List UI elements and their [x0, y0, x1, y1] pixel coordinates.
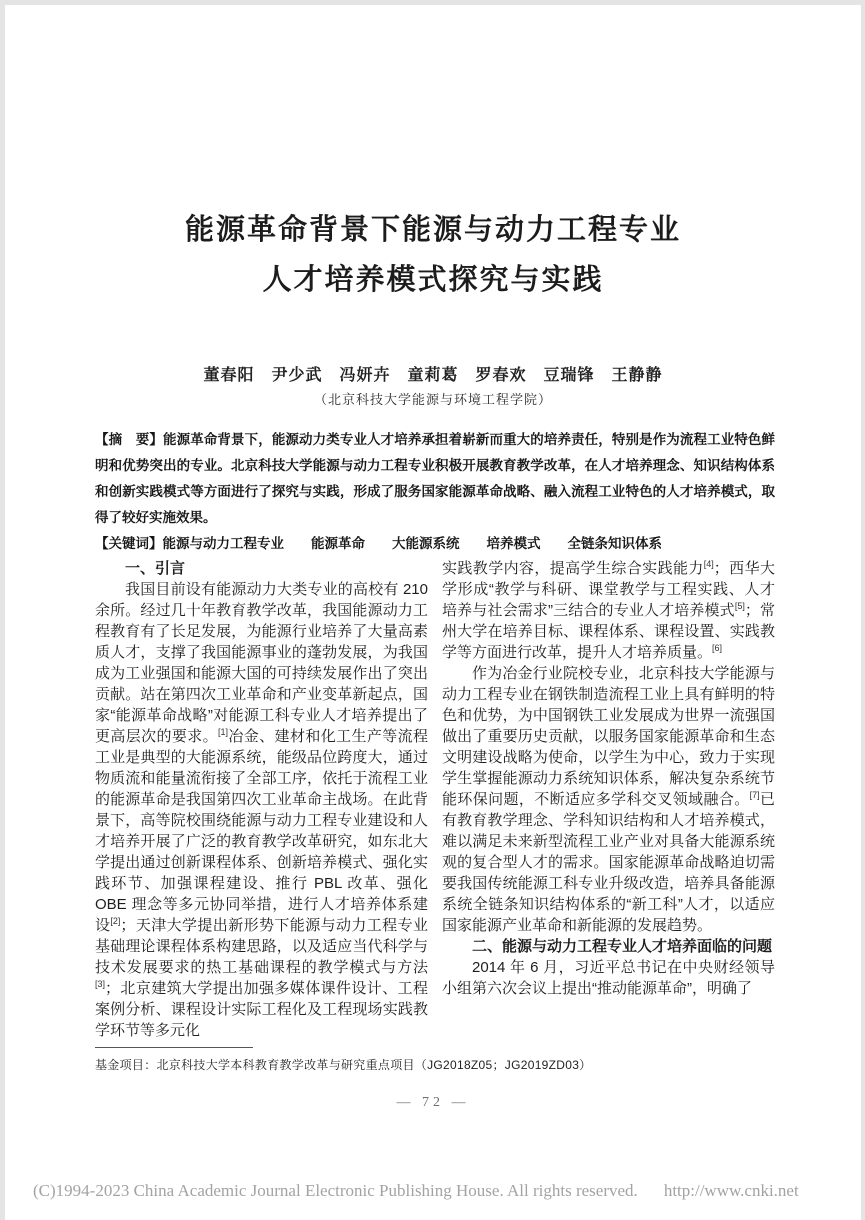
section-heading: 二、能源与动力工程专业人才培养面临的问题	[472, 938, 773, 955]
footnote-rule	[95, 1047, 253, 1048]
keywords-paragraph	[95, 531, 775, 557]
body-paragraph: 2014 年 6 月，习近平总书记在中央财经领导小组第六次会议上提出“推动能源革命”，明确了	[442, 959, 775, 997]
body-paragraph: 实践教学内容，提高学生综合实践能力[4]；西华大学形成“教学与科研、课堂教学与工程实践、人才培养与社会需求”三结合的专业人才培养模式[5]；常州大学在培养目标、课程体系、课程设置、实践教学等方面进行改革，提升人才培养质量。[6]	[442, 559, 775, 661]
paper-title-line2: 人才培养模式探究与实践	[262, 264, 604, 296]
paper-title-line1: 能源革命背景下能源与动力工程专业	[184, 214, 681, 246]
author-affiliation: （北京科技大学能源与环境工程学院）	[313, 392, 552, 407]
abstract-paragraph	[95, 427, 775, 531]
body-paragraph: 我国目前设有能源动力大类专业的高校有 210 余所。经过几十年教育教学改革，我国能源动力工程教育有了长足发展，为能源行业培养了大量高素质人才，支撑了我国能源事业的蓬勃发展，为我国成为工业强国和能源大国的可持续发展作出了突出贡献。站在第四次工业革命和产业变革新起点，国家“能源革命战略”对能源工科专业人才培养提出了更高层次的要求。[1]冶金、建材和化工生产等流程工业是典型的大能源系统，能级品位跨度大，通过物质流和能量流衔接了全部工序，依托于流程工业的能源革命是我国第四次工业革命主战场。在此背景下，高等院校围绕能源与动力工程专业建设和人才培养开展了广泛的教育教学改革研究，如东北大学提出通过创新课程体系、创新培养模式、强化实践环节、加强课程建设、推行 PBL 改革、强化 OBE 理念等多元协同举措，进行人才培养体系建设[2]；天津大学提出新形势下能源与动力工程专业基础理论课程体系构建思路，以及适应当代科学与技术发展要求的热工基础课程的教学模式与方法[3]；北京建筑大学提出加强多媒体课件设计、工程案例分析、课程设计实际工程化及工程现场实践教学环节等多元化	[95, 581, 428, 1039]
section-heading: 一、引言	[125, 560, 186, 577]
citation-ref: [6]	[712, 643, 723, 653]
citation-ref: [4]	[703, 559, 714, 569]
keywords-label: 【关键词】	[95, 536, 163, 551]
copyright-text: (C)1994-2023 China Academic Journal Electronic Publishing House. All rights reserved.	[33, 1181, 638, 1200]
citation-ref: [7]	[749, 790, 760, 800]
citation-ref: [5]	[734, 601, 745, 611]
citation-ref: [2]	[110, 916, 121, 926]
right-column	[442, 558, 775, 1041]
paper-title	[5, 205, 861, 305]
abstract-block	[95, 427, 775, 557]
abstract-label: 【摘 要】	[95, 432, 164, 447]
two-column-body	[95, 558, 775, 1041]
keywords-text: 能源与动力工程专业 能源革命 大能源系统 培养模式 全链条知识体系	[162, 536, 662, 551]
author-list: 董春阳 尹少武 冯妍卉 童莉葛 罗春欢 豆瑞锋 王静静	[203, 367, 663, 384]
citation-ref: [1]	[218, 727, 229, 737]
abstract-text: 能源革命背景下，能源动力类专业人才培养承担着崭新而重大的培养责任，特别是作为流程工业特色鲜明和优势突出的专业。北京科技大学能源与动力工程专业积极开展教育教学改革，在人才培养理念、知识结构体系和创新实践模式等方面进行了探究与实践，形成了服务国家能源革命战略、融入流程工业特色的人才培养模式，取得了较好实施效果。	[95, 432, 776, 525]
left-column	[95, 558, 428, 1041]
funding-footnote-text: 基金项目：北京科技大学本科教育教学改革与研究重点项目（JG2018Z05；JG2019ZD03）	[95, 1058, 592, 1072]
cnki-url: http://www.cnki.net	[663, 1181, 799, 1200]
cnki-copyright-footer	[33, 1181, 851, 1201]
body-paragraph: 作为冶金行业院校专业，北京科技大学能源与动力工程专业在钢铁制造流程工业上具有鲜明的特色和优势，为中国钢铁工业发展成为世界一流强国做出了重要历史贡献，以服务国家能源革命和生态文明建设战略为使命，以学生为中心，致力于实现学生掌握能源动力系统知识体系，解决复杂系统节能环保问题，不断适应多学科交叉领域融合。[7]已有教育教学理念、学科知识结构和人才培养模式，难以满足未来新型流程工业产业对具备大能源系统观的复合型人才的需求。国家能源革命战略迫切需要我国传统能源工科专业升级改造，培养具备能源系统全链条知识结构体系的“新工科”人才，以适应国家能源产业革命和新能源的发展趋势。	[442, 665, 775, 934]
funding-footnote	[95, 1047, 775, 1073]
paper-page	[5, 5, 861, 1220]
page-number: — 72 —	[396, 1095, 470, 1110]
citation-ref: [3]	[95, 979, 106, 989]
